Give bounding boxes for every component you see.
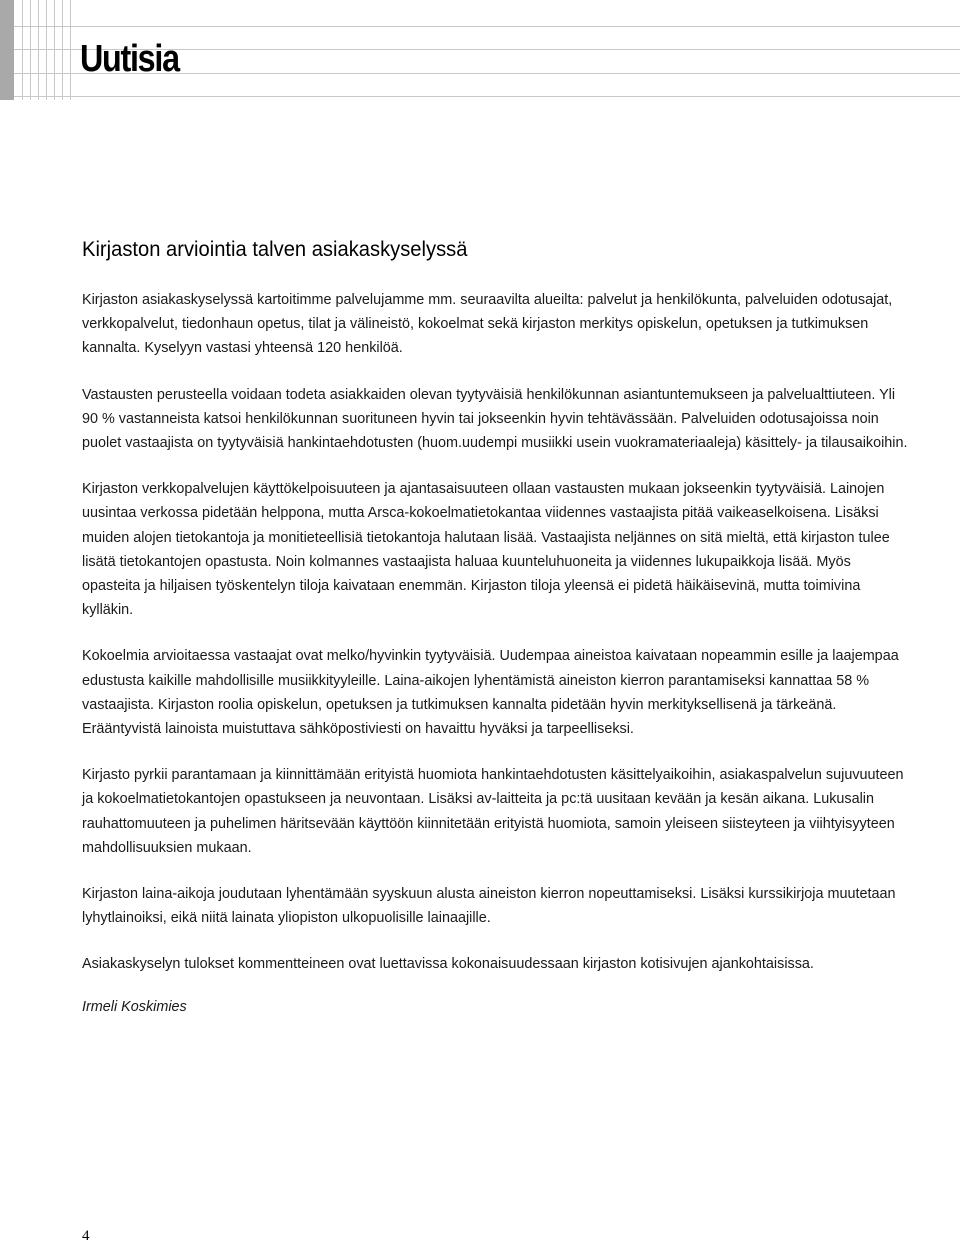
article-paragraph: Kirjaston laina-aikoja joudutaan lyhentämään syyskuun alusta aineiston kierron nopeuttamiseksi. Lisäksi kurssikirjoja muutetaan lyhytlainoiksi, eikä niitä lainata yliopiston ulkopuolisille lainaajille. — [82, 886, 896, 927]
grid-line — [70, 0, 71, 100]
article-title: Kirjaston arviointia talven asiakaskyselyssä — [82, 238, 468, 261]
author-signature: Irmeli Koskimies — [82, 998, 187, 1015]
header-side-bar — [0, 0, 14, 100]
article-paragraph: Kirjasto pyrkii parantamaan ja kiinnittämään erityistä huomiota hankintaehdotusten käsittelyaikoihin, asiakaspalvelun sujuvuuteen ja kokoelmatietokantojen opastukseen ja neuvontaan. Lisäksi av-laitteita ja pc:tä uusitaan kevään ja kesän aikana. Lukusalin rauhattomuuteen ja puhelimen häritsevään käyttöön kiinnitetään erityistä huomiota, samoin yleiseen siisteyteen ja viihtyisyyteen mahdollisuuksien mukaan. — [82, 767, 904, 856]
page-number: 4 — [82, 1228, 90, 1244]
grid-line — [38, 0, 39, 100]
article-paragraph: Kirjaston asiakaskyselyssä kartoitimme palvelujamme mm. seuraavilta alueilta: palvelut ja henkilökunta, palveluiden odotusajat, verkkopalvelut, tiedonhaun opetus, tilat ja välineistö, kokoelmat sekä kirjaston merkitys opiskelun, opetuksen ja tutkimuksen kannalta. Kyselyyn vastasi yhteensä 120 henkilöä. — [82, 292, 893, 357]
grid-line — [54, 0, 55, 100]
grid-line — [14, 26, 960, 27]
grid-line — [30, 0, 31, 100]
grid-line — [62, 0, 63, 100]
article-paragraph: Kirjaston verkkopalvelujen käyttökelpoisuuteen ja ajantasaisuuteen ollaan vastausten mukaan jokseenkin tyytyväisiä. Lainojen uusintaa verkossa pidetään helppona, mutta Arsca-kokoelmatietokantaa viidennes vastaajista pitää vaikeaselkoisena. Lisäksi muiden alojen tietokantoja ja monitieteellisiä tietokantoja halutaan lisää. Vastaajista neljännes on sitä mieltä, että kirjaston tulee lisätä tietokantojen opastusta. Noin kolmannes vastaajista haluaa kuunteluhuoneita ja viidennes lukupaikkoja lisää. Myös opasteita ja hiljaisen työskentelyn tiloja kaivataan enemmän. Kirjaston tiloja yleensä ei pidetä häikäisevinä, mutta toimivina kylläkin. — [82, 481, 890, 619]
article-paragraph: Vastausten perusteella voidaan todeta asiakkaiden olevan tyytyväisiä henkilökunnan asiantuntemukseen ja palvelualttiuteen. Yli 90 % vastanneista katsoi henkilökunnan suorituneen hyvin tai jokseenkin hyvin tehtävässään. Palveluiden odotusajoissa noin puolet vastaajista on tyytyväisiä hankintaehdotusten (huom.uudempi musiikki usein vuokramateriaaleja) käsittely- ja tilausaikoihin. — [82, 386, 908, 452]
grid-line — [22, 0, 23, 100]
article-paragraph: Kokoelmia arvioitaessa vastaajat ovat melko/hyvinkin tyytyväisiä. Uudempaa aineistoa kaivataan nopeammin esille ja laajempaa edustusta kaikille mahdollisille musiikkityyleille. Laina-aikojen lyhentämistä aineiston kierron parantamiseksi kannattaa 58 % vastaajista. Kirjaston roolia opiskelun, opetuksen ja tutkimuksen kannalta pidetään hyvin merkityksellisenä ja tärkeänä. Erääntyvistä lainoista muistuttava sähköpostiviesti on havaittu hyväksi ja tarpeelliseksi. — [82, 648, 899, 738]
grid-line — [46, 0, 47, 100]
article-paragraph: Asiakaskyselyn tulokset kommentteineen ovat luettavissa kokonaisuudessaan kirjaston kotisivujen ajankohtaisissa. — [82, 956, 814, 973]
article — [82, 238, 910, 1015]
page-title: Uutisia — [80, 38, 179, 80]
grid-line — [14, 96, 960, 97]
